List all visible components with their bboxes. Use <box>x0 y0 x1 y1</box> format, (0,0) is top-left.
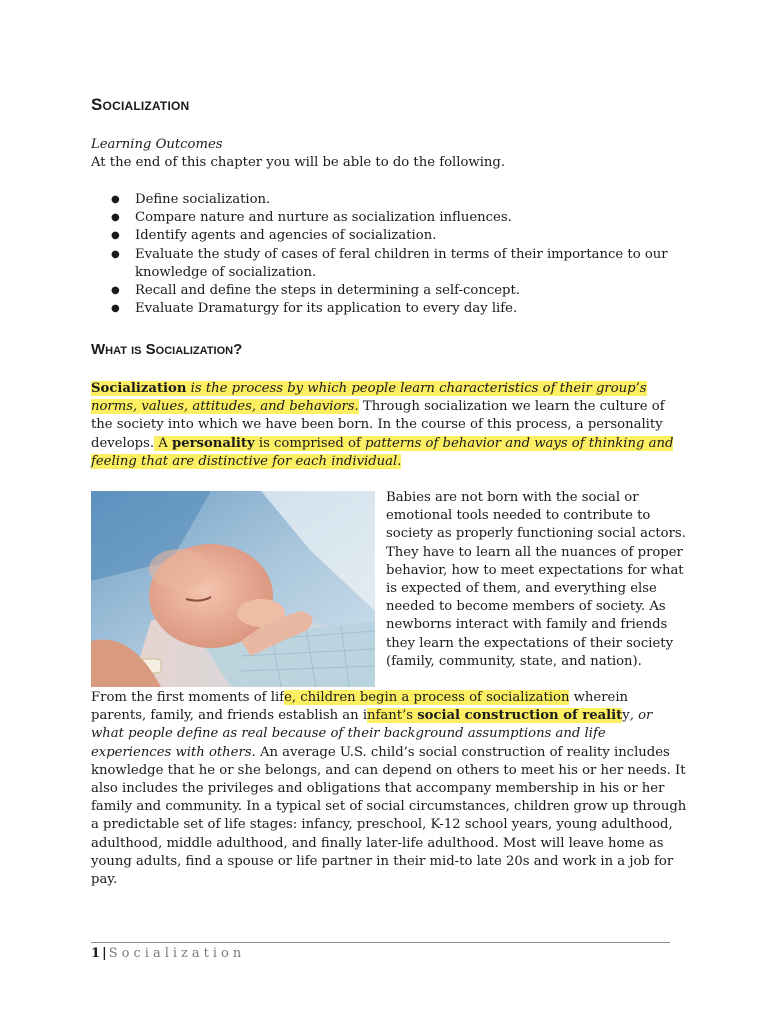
social-construction-definition: , or what people define as real because of their background assumptions and life experiences with others. <box>91 708 653 760</box>
learning-outcomes-heading: Learning Outcomes <box>91 137 223 152</box>
footer-label: Socialization <box>108 946 246 961</box>
article-a: A <box>154 435 172 451</box>
baby-photo-illustration <box>91 491 375 687</box>
list-item <box>91 246 671 282</box>
bullet-icon: ● <box>111 230 120 242</box>
list-item <box>91 300 671 318</box>
section-heading: What is Socialization? <box>91 341 243 358</box>
definition-middle-text: Through socialization we learn the culture of the society into which we have been born. In the course of this process, a personality develops. <box>91 399 665 451</box>
list-item-text: Recall and define the steps in determining a self-concept. <box>135 283 520 299</box>
list-item <box>91 227 671 245</box>
bullet-icon: ● <box>111 194 120 205</box>
comprised-text: is comprised of <box>254 435 366 451</box>
page-footer <box>91 946 245 961</box>
page-title: Socialization <box>91 95 190 114</box>
list-item-text: Compare nature and nurture as socialization influences. <box>135 210 512 226</box>
socialization-definition: is the process by which people learn characteristics of their group’s norms, values, attitudes, and behaviors. <box>91 381 647 415</box>
learning-outcomes-intro: At the end of this chapter you will be able to do the following. <box>91 155 506 170</box>
term-personality: personality <box>171 435 255 451</box>
first-moments-mid: wherein parents, family, and friends establish an i <box>91 690 629 724</box>
list-item <box>91 209 671 227</box>
list-item <box>91 282 671 300</box>
bullet-icon: ● <box>111 285 120 297</box>
baby-photo <box>91 491 375 687</box>
bullet-icon: ● <box>111 248 120 260</box>
footer-divider <box>91 942 670 943</box>
bullet-icon: ● <box>111 303 120 315</box>
term-social-construction: social construction of realit <box>417 708 623 724</box>
list-item-text: Evaluate Dramaturgy for its application to every day life. <box>135 301 518 317</box>
first-moments-highlight-1: e, children begin a process of socialization <box>284 690 570 705</box>
page-number: 1 <box>91 946 101 961</box>
personality-definition: patterns of behavior and ways of thinking and feeling that are distinctive for each individual. <box>91 435 674 469</box>
first-moments-rest: An average U.S. child’s social construction of reality includes knowledge that he or she belongs, and can depend on others to meet his or her needs. It also includes the privileges and obligations that accompany membership in his or her family and community. In a typical set of social circumstances, children grow up through a predictable set of life stages: infancy, preschool, K-12 school years, young adulthood, adulthood, middle adulthood, and finally later-life adulthood. Most will leave home as young adults, find a spouse or life partner in their mid-to late 20s and work in a job for pay. <box>91 744 687 888</box>
list-item-text: Evaluate the study of cases of feral children in terms of their importance to our knowledge of socialization. <box>135 246 668 280</box>
term-socialization: Socialization <box>91 381 187 396</box>
list-item-text: Define socialization. <box>135 192 271 207</box>
babies-paragraph: Babies are not born with the social or emotional tools needed to contribute to society as properly functioning social actors. They have to learn all the nuances of proper behavior, how to meet expectations for what is expected of them, and everything else needed to become members of society. As newborns interact with family and friends they learn the expectations of their society (family, community, state, and nation). <box>386 490 686 669</box>
learning-outcomes-list <box>91 191 671 318</box>
list-item-text: Identify agents and agencies of socialization. <box>135 228 437 244</box>
first-moments-paragraph <box>91 689 687 889</box>
bullet-icon: ● <box>111 212 120 224</box>
first-moments-highlight-2: nfant’s <box>367 708 418 724</box>
first-moments-after-highlight: y <box>622 708 630 724</box>
definition-paragraph <box>91 380 683 471</box>
footer-separator: | <box>102 946 107 961</box>
first-moments-lead: From the first moments of lif <box>91 690 285 705</box>
list-item <box>91 191 671 209</box>
